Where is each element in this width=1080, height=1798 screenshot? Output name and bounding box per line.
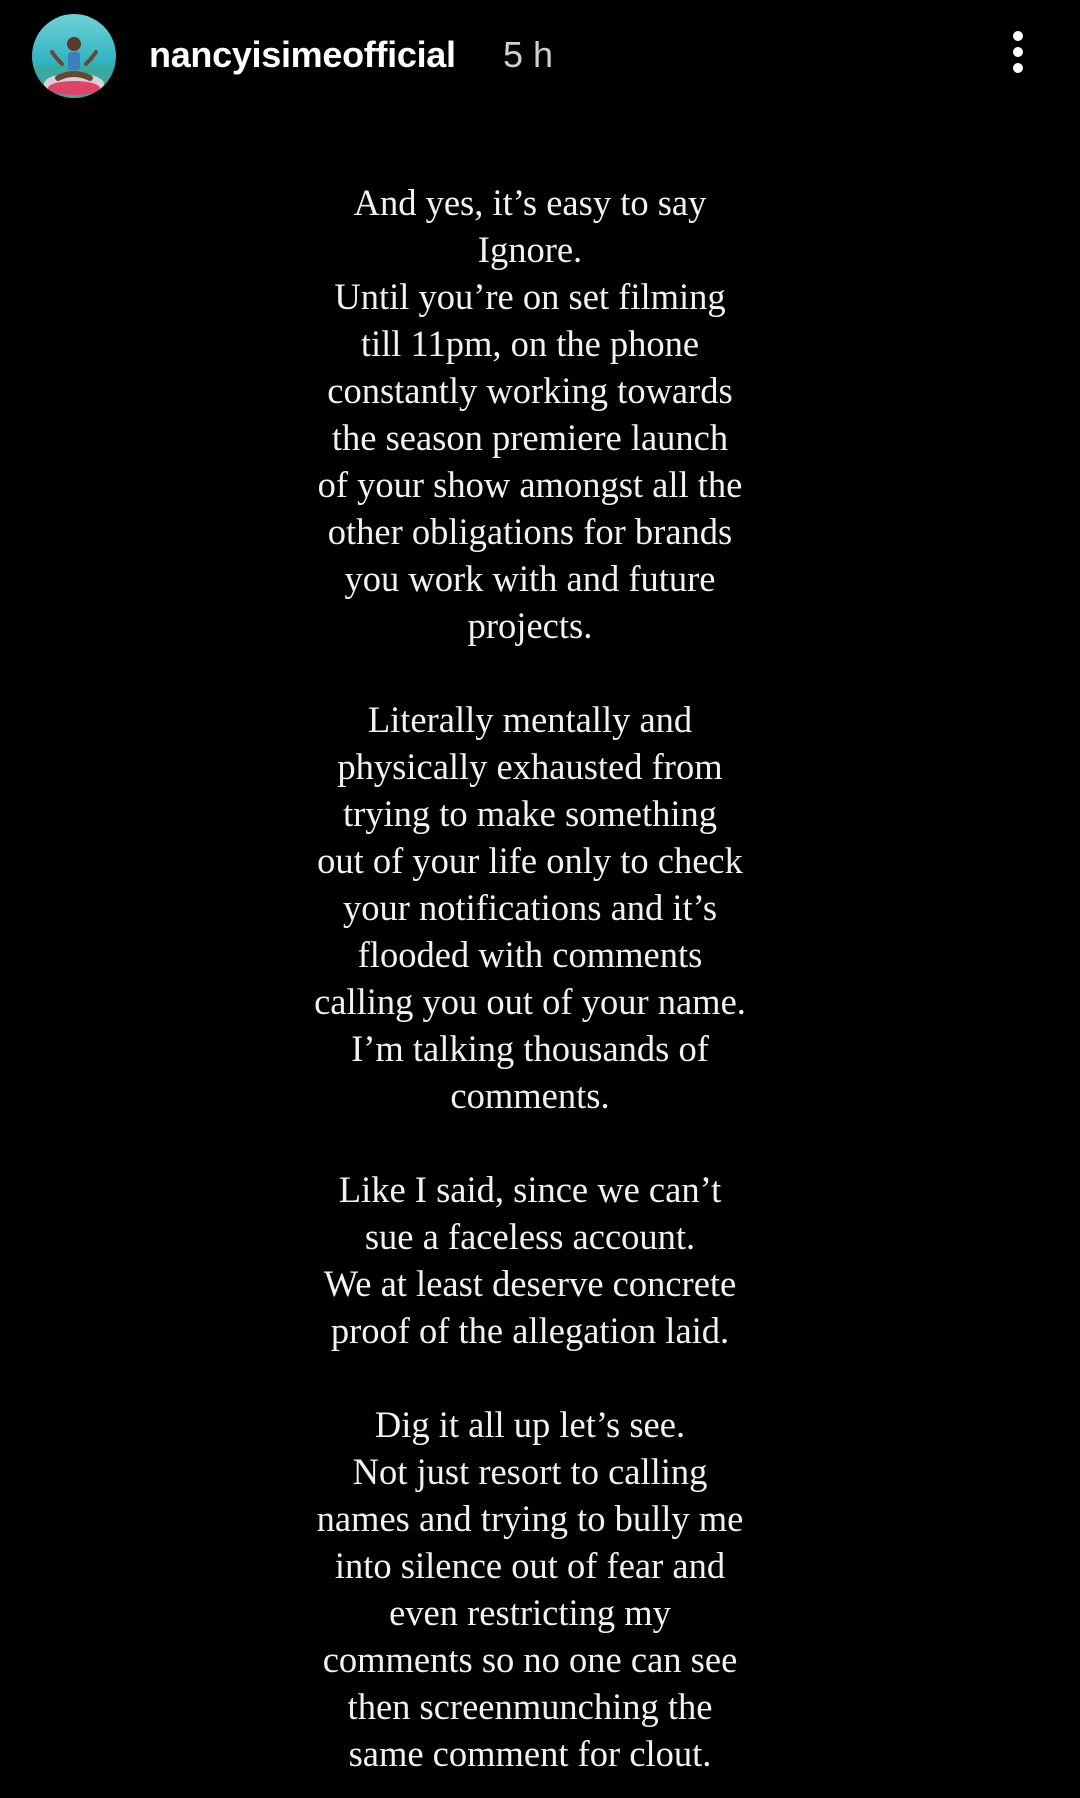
story-line: other obligations for brands xyxy=(327,511,733,552)
story-line: till 11pm, on the phone xyxy=(360,323,700,364)
story-line: the season premiere launch xyxy=(331,417,729,458)
story-line: of your show amongst all the xyxy=(317,464,743,505)
story-line: flooded with comments xyxy=(357,934,703,975)
story-line: your notifications and it’s xyxy=(342,887,718,928)
story-line: Dig it all up let’s see. xyxy=(374,1404,686,1445)
story-line: We at least deserve concrete xyxy=(323,1263,737,1304)
story-line: then screenmunching the xyxy=(347,1686,713,1727)
story-line: even restricting my xyxy=(389,1592,671,1633)
story-line: And yes, it’s easy to say xyxy=(353,182,707,223)
story-line: comments so no one can see xyxy=(322,1639,738,1680)
profile-avatar[interactable] xyxy=(32,14,116,98)
story-line: into silence out of fear and xyxy=(334,1545,726,1586)
avatar-image xyxy=(32,14,116,98)
story-line: Until you’re on set filming xyxy=(334,276,726,317)
story-line: projects. xyxy=(467,605,593,646)
more-dot xyxy=(1013,63,1023,73)
more-dot xyxy=(1013,47,1023,57)
story-line: Like I said, since we can’t xyxy=(338,1169,722,1210)
story-line: same comment for clout. xyxy=(348,1733,712,1774)
story-paragraph xyxy=(240,696,820,1119)
story-line: names and trying to bully me xyxy=(316,1498,744,1539)
story-line: trying to make something xyxy=(342,793,718,834)
post-time: 5 h xyxy=(503,34,554,75)
story-line: you work with and future xyxy=(344,558,716,599)
story-paragraph xyxy=(240,1166,820,1354)
story-line: sue a faceless account. xyxy=(364,1216,696,1257)
more-dot xyxy=(1013,31,1023,41)
story-line: I’m talking thousands of xyxy=(351,1028,709,1069)
story-line: proof of the allegation laid. xyxy=(330,1310,730,1351)
story-line: Not just resort to calling xyxy=(352,1451,708,1492)
more-options-vertical-icon[interactable] xyxy=(1000,28,1036,76)
story-line: Ignore. xyxy=(477,229,583,270)
username[interactable]: nancyisimeofficial xyxy=(149,34,456,75)
story-line: out of your life only to check xyxy=(317,840,743,881)
story-text xyxy=(240,179,820,1777)
story-paragraph xyxy=(240,179,820,649)
story-line: comments. xyxy=(450,1075,610,1116)
story-line: Literally mentally and xyxy=(367,699,693,740)
story-line: constantly working towards xyxy=(327,370,733,411)
story-line: physically exhausted from xyxy=(337,746,723,787)
story-line: calling you out of your name. xyxy=(314,981,746,1022)
story-header xyxy=(0,0,1080,110)
story-paragraph xyxy=(240,1401,820,1777)
